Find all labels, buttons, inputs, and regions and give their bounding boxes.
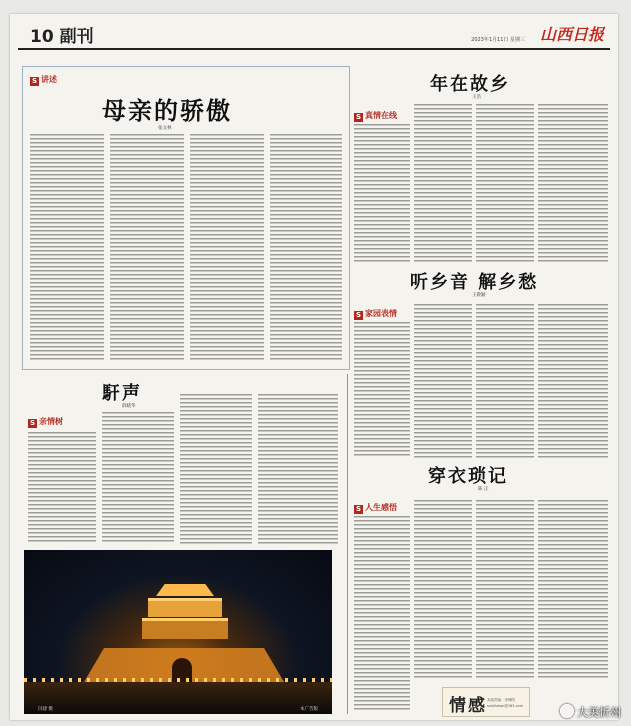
hometown-body-col2 xyxy=(414,104,472,264)
hometown-body-col1 xyxy=(354,124,410,264)
accent-section-tag: S 家园表情 xyxy=(355,309,397,319)
photo-credit: 闫建 摄 xyxy=(38,707,53,712)
kang-body-col1 xyxy=(28,432,96,544)
stamp-email: sxrbfukan@163.com xyxy=(487,704,524,708)
hometown-title: 年在故乡 xyxy=(430,74,510,95)
mother-section-tag: S 讲述 xyxy=(31,75,57,85)
column-stamp xyxy=(442,687,530,717)
mother-title: 母亲的骄傲 xyxy=(102,96,232,125)
s-icon: S xyxy=(355,311,362,319)
hometown-author: 王浩 xyxy=(472,95,481,100)
s-icon: S xyxy=(29,419,36,427)
kang-body-col3 xyxy=(180,394,252,544)
kang-section-tag: S 亲情树 xyxy=(29,417,63,427)
stamp-editor: 本版责编：李博阳 xyxy=(487,698,515,702)
kang-body-col2 xyxy=(102,412,174,544)
mother-body-col3 xyxy=(190,134,264,362)
mother-body-col2 xyxy=(110,134,184,362)
newspaper-page xyxy=(10,14,618,720)
kang-title: 馯声 xyxy=(102,383,142,404)
clothes-body-col3 xyxy=(476,500,534,680)
accent-author: 王敬颖 xyxy=(472,293,486,298)
clothes-section-tag: S 人生感悟 xyxy=(355,503,397,513)
s-icon: S xyxy=(355,505,362,513)
s-icon: S xyxy=(355,113,362,121)
gate-tower xyxy=(142,578,228,648)
accent-body-col1 xyxy=(354,322,410,458)
clothes-author: 陈 正 xyxy=(478,487,489,492)
column-divider xyxy=(347,374,348,714)
accent-body-col3 xyxy=(476,304,534,458)
night-gate-tower-photo xyxy=(24,550,332,714)
hometown-body-col4 xyxy=(538,104,608,264)
accent-title: 听乡音 解乡愁 xyxy=(410,272,539,293)
wechat-channel-icon xyxy=(560,704,574,718)
watermark: 大美忻州 xyxy=(560,704,621,720)
accent-body-col4 xyxy=(538,304,608,458)
mother-body-col4 xyxy=(270,134,342,362)
clothes-body-col4 xyxy=(538,500,608,680)
clothes-body-col2 xyxy=(414,500,472,680)
stamp-title: 情感 xyxy=(449,696,487,716)
issue-date: 2023年1月11日 星期三 xyxy=(471,37,525,43)
s-icon: S xyxy=(31,77,38,85)
masthead xyxy=(18,20,610,50)
hometown-body-col3 xyxy=(476,104,534,264)
newspaper-logo: 山西日报 xyxy=(539,25,604,44)
mother-body-col1 xyxy=(30,134,104,362)
accent-body-col2 xyxy=(414,304,472,458)
photo-note: 本广告版 xyxy=(300,707,318,712)
kang-author: 薛晓华 xyxy=(122,404,136,409)
hometown-section-tag: S 真情在线 xyxy=(355,111,397,121)
page-label: 10 副刊 xyxy=(30,27,94,47)
clothes-body-col1 xyxy=(354,516,410,712)
kang-body-col4 xyxy=(258,394,338,544)
mother-author: 张文林 xyxy=(158,126,172,131)
clothes-title: 穿衣琐记 xyxy=(428,466,508,487)
